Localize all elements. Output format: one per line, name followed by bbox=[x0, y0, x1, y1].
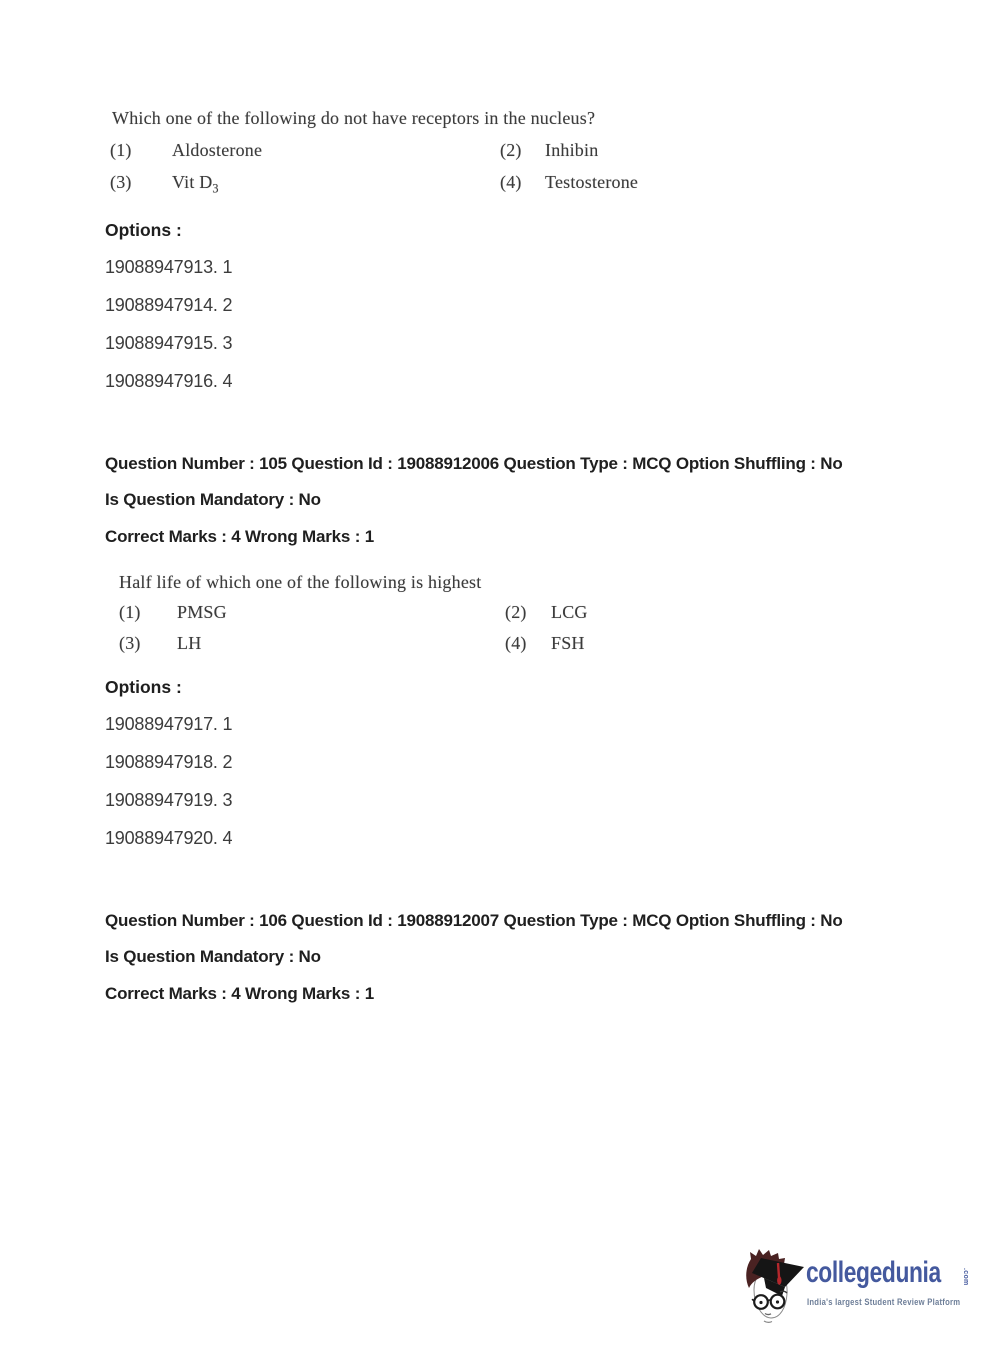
options-heading: Options : bbox=[105, 220, 182, 240]
brand-wordmark: collegedunia bbox=[806, 1256, 941, 1289]
choice-number: (4) bbox=[505, 633, 527, 653]
choice-number: (3) bbox=[119, 633, 141, 653]
option-id-row: 19088947918. 2 bbox=[105, 752, 233, 772]
subscript: 3 bbox=[212, 181, 219, 196]
question-prompt: Which one of the following do not have receptors in the nucleus? bbox=[112, 108, 596, 128]
choice-label: LH bbox=[177, 633, 202, 653]
choice-number: (1) bbox=[110, 140, 132, 160]
option-id-row: 19088947917. 1 bbox=[105, 714, 233, 734]
choice-number: (3) bbox=[110, 172, 132, 192]
choice-label: Inhibin bbox=[545, 140, 599, 160]
marks-line: Correct Marks : 4 Wrong Marks : 1 bbox=[105, 984, 374, 1003]
choice-label: Aldosterone bbox=[172, 140, 263, 160]
question-prompt: Half life of which one of the following is highest bbox=[119, 572, 482, 592]
choice-number: (2) bbox=[500, 140, 522, 160]
choice-number: (1) bbox=[119, 602, 141, 622]
choice-number: (2) bbox=[505, 602, 527, 622]
brand-tagline: India's largest Student Review Platform bbox=[807, 1297, 961, 1307]
choice-label: LCG bbox=[551, 602, 588, 622]
option-id-row: 19088947915. 3 bbox=[105, 333, 233, 353]
question-meta-line: Question Number : 105 Question Id : 19088912006 Question Type : MCQ Option Shuffling : No bbox=[105, 454, 843, 473]
choice-label: Vit $D_3$ bbox=[172, 172, 219, 196]
brand-tld: .com bbox=[962, 1268, 969, 1286]
option-id-row: 19088947913. 1 bbox=[105, 257, 233, 277]
choice-label: Testosterone bbox=[545, 172, 639, 192]
options-heading: Options : bbox=[105, 677, 182, 697]
question-meta-line: Question Number : 106 Question Id : 19088912007 Question Type : MCQ Option Shuffling : No bbox=[105, 911, 843, 930]
marks-line: Correct Marks : 4 Wrong Marks : 1 bbox=[105, 527, 374, 546]
question-meta-line: Is Question Mandatory : No bbox=[105, 490, 321, 509]
question-meta-line: Is Question Mandatory : No bbox=[105, 947, 321, 966]
choice-number: (4) bbox=[500, 172, 522, 192]
choice-label: PMSG bbox=[177, 602, 227, 622]
option-id-row: 19088947920. 4 bbox=[105, 828, 233, 848]
collegedunia-logo bbox=[744, 1246, 989, 1330]
choice-label: FSH bbox=[551, 633, 585, 653]
graduate-mascot-icon bbox=[744, 1246, 806, 1329]
option-id-row: 19088947919. 3 bbox=[105, 790, 233, 810]
option-id-row: 19088947916. 4 bbox=[105, 371, 233, 391]
option-id-row: 19088947914. 2 bbox=[105, 295, 233, 315]
